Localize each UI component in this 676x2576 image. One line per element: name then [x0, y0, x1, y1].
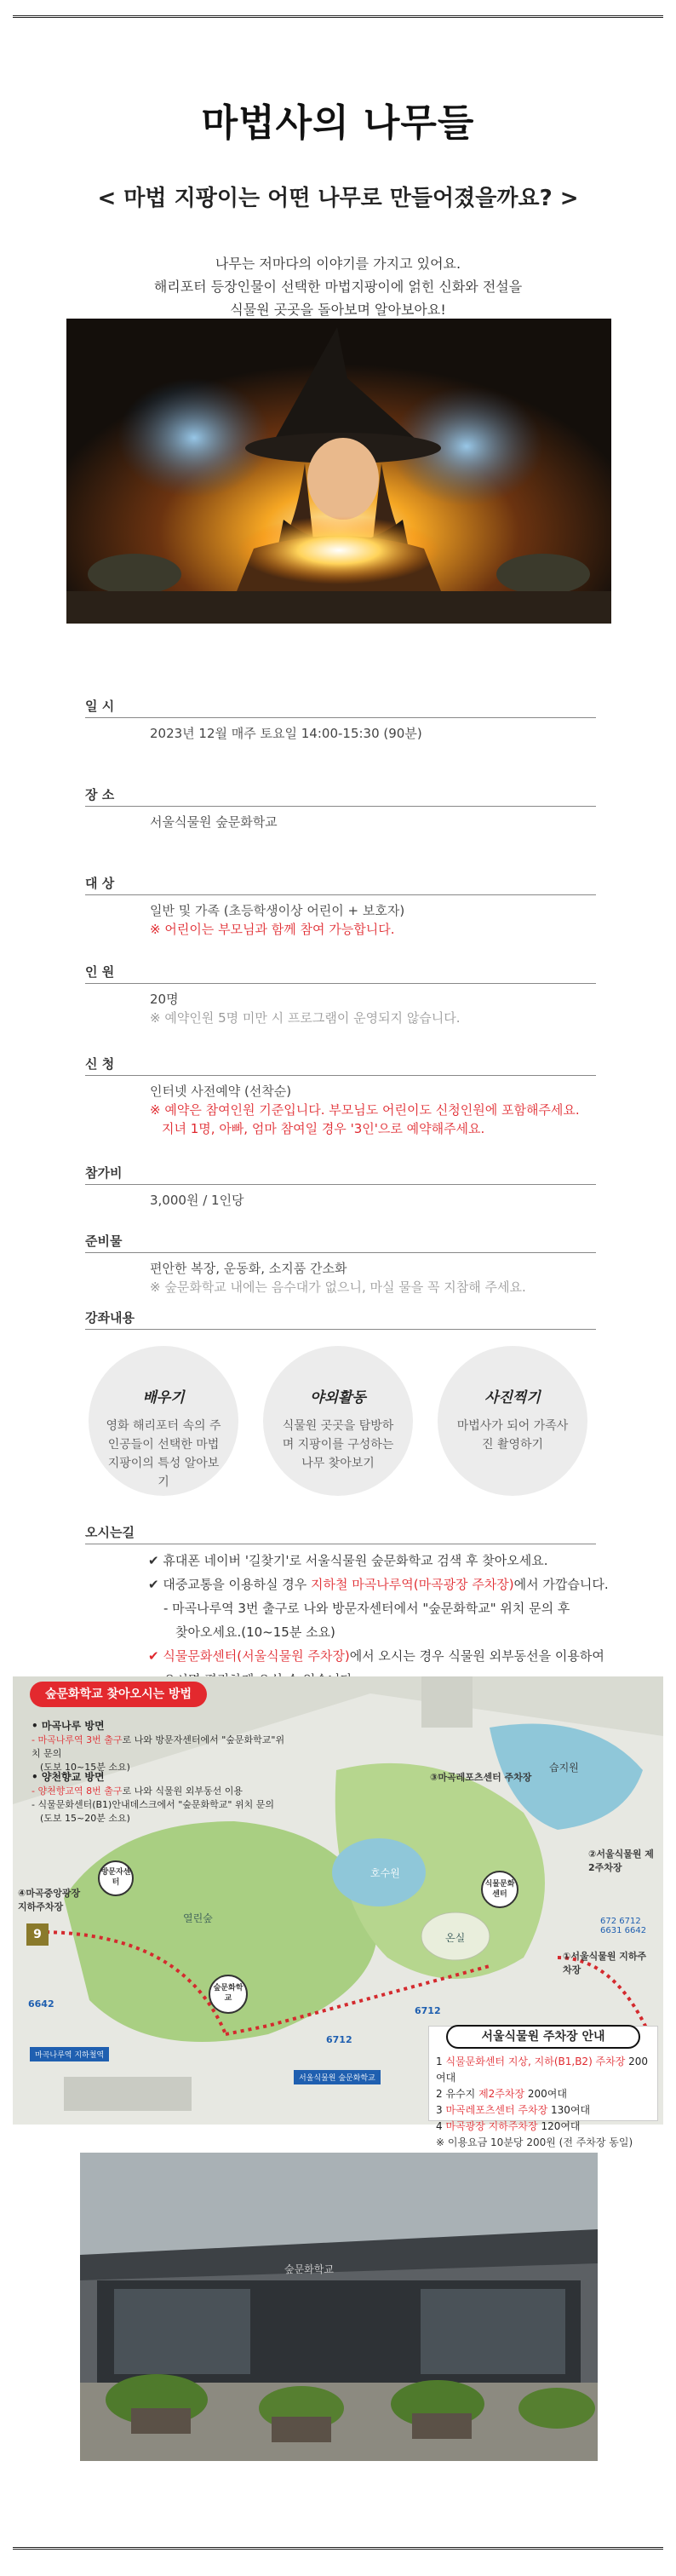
parking-row [429, 2054, 657, 2086]
center-marker: 식물문화센터 [481, 1871, 518, 1908]
route-title: • 마곡나루 방면 [32, 1720, 105, 1732]
parking-number: 4 [436, 2120, 443, 2132]
info-value: 20명 [150, 992, 179, 1007]
bus-number: 6642 [28, 1998, 54, 2010]
location-map [13, 1676, 663, 2148]
divider [85, 1184, 596, 1185]
intro-text [0, 252, 676, 321]
info-note-red: ※ 어린이는 부모님과 함께 참여 가능합니다. [150, 922, 395, 937]
map-route-magok [32, 1719, 287, 1774]
program-title: 사진찍기 [484, 1389, 541, 1406]
check-icon: ✔ [148, 1553, 163, 1568]
school-building-illustration [80, 2153, 598, 2461]
info-note-red: 지녀 1명, 아빠, 엄마 참여일 경우 '3인'으로 예약해주세요. [162, 1121, 485, 1136]
divider [85, 983, 596, 984]
parking-number: 3 [436, 2104, 443, 2116]
page-title: 마법사의 나무들 [201, 101, 475, 145]
bus-stop-label: 서울식물원 숲문화학교 [294, 2070, 381, 2084]
info-label: 일 시 [85, 699, 115, 714]
bus-stop-label: 마곡나루역 지하철역 [30, 2047, 109, 2061]
parking-name: 마곡광장 지하주차장 [445, 2120, 538, 2132]
parking-number: 1 [436, 2056, 443, 2067]
parking-count: 200여대 [436, 2056, 649, 2084]
parking-count: 120여대 [537, 2120, 581, 2132]
route-highlight: - 양천향교역 8번 출구 [32, 1785, 123, 1797]
info-value-group [150, 990, 610, 1027]
parking-name: 제2주차장 [478, 2088, 525, 2100]
bus-number: 6712 [415, 2005, 441, 2016]
page-subtitle: < 마법 지팡이는 어떤 나무로 만들어졌을까요? > [97, 186, 579, 211]
intro-line: 식물원 곳곳을 돌아보며 알아보아요! [230, 302, 446, 318]
info-label: 강좌내용 [85, 1310, 135, 1325]
divider [85, 717, 596, 718]
route-title: • 양천향교 방면 [32, 1771, 105, 1783]
parking-count: 130여대 [547, 2104, 591, 2116]
intro-line: 나무는 저마다의 이야기를 가지고 있어요. [215, 256, 461, 272]
parking-row [429, 2102, 657, 2119]
info-label: 인 원 [85, 964, 115, 980]
direction-text: 대중교통을 이용하실 경우 [163, 1577, 312, 1592]
map-title-pill: 숲문화학교 찾아오시는 방법 [30, 1682, 207, 1707]
divider [85, 1075, 596, 1076]
parking-label-3: ③마곡레포츠센터 주차장 [430, 1772, 532, 1783]
parking-count: 200여대 [524, 2088, 567, 2100]
route-text: 로 나와 방문자센터에서 "숲문화학교"위치 문의 [32, 1734, 285, 1759]
program-card [89, 1346, 238, 1496]
bottom-rule [13, 2547, 663, 2550]
bus-number: 6712 [326, 2034, 352, 2045]
map-route-yangcheon [32, 1770, 287, 1826]
bus-list: 672 6712 6631 6642 [600, 1917, 647, 1935]
info-label: 참가비 [85, 1165, 123, 1181]
parking-name: 마곡레포츠센터 주차장 [445, 2104, 548, 2116]
route-highlight: - 마곡나루역 3번 출구 [32, 1734, 123, 1745]
hero-photo [66, 319, 611, 624]
direction-line [148, 1573, 625, 1596]
route-text: - 식물문화센터(B1)안내데스크에서 "숲문화학교" 위치 문의 [32, 1799, 274, 1810]
parking-row [429, 2119, 657, 2135]
info-note-red: ※ 예약은 참여인원 기준입니다. 부모님도 어린이도 신청인원에 포함해주세요. [150, 1102, 580, 1118]
info-note: ※ 숲문화학교 내에는 음수대가 없으니, 마실 물을 꼭 지참해 주세요. [150, 1279, 526, 1295]
info-label: 신 청 [85, 1056, 115, 1072]
info-label: 준비물 [85, 1233, 123, 1249]
direction-line [148, 1549, 625, 1573]
divider [85, 1252, 596, 1253]
parking-title: 서울식물원 주차장 안내 [446, 2025, 640, 2049]
program-card [438, 1346, 587, 1496]
parking-prefix: 유수지 [445, 2088, 479, 2100]
program-desc: 영화 해리포터 속의 주인공들이 선택한 마법지팡이의 특성 알아보기 [106, 1419, 221, 1489]
school-building-photo [80, 2153, 598, 2461]
visitor-center-marker: 방문자센터 [98, 1860, 134, 1896]
route-text: (도보 15~20분 소요) [40, 1813, 130, 1824]
info-value: 2023년 12월 매주 토요일 14:00-15:30 (90분) [150, 726, 422, 741]
direction-text: 휴대폰 네이버 '길찾기'로 서울식물원 숲문화학교 검색 후 찾아오세요. [163, 1553, 548, 1568]
parking-label-2: ②서울식물원 제2주차장 [588, 1849, 654, 1873]
info-value: 편안한 복장, 운동화, 소지품 간소화 [150, 1261, 347, 1276]
program-desc: 식물원 곳곳을 탐방하며 지팡이를 구성하는 나무 찾아보기 [282, 1419, 394, 1470]
info-value: 일반 및 가족 (초등학생이상 어린이 + 보호자) [150, 903, 405, 918]
direction-line: - 마곡나루역 3번 출구로 나와 방문자센터에서 "숲문화학교" 위치 문의 후 [163, 1601, 570, 1616]
top-rule [13, 15, 663, 19]
info-value: 3,000원 / 1인당 [150, 1193, 244, 1208]
intro-line: 해리포터 등장인물이 선택한 마법지팡이에 얽힌 신화와 전설을 [153, 279, 523, 295]
divider [85, 1329, 596, 1330]
direction-highlight: 지하철 마곡나루역(마곡광장 주차장) [311, 1577, 514, 1592]
school-marker: 숲문화학교 [209, 1975, 248, 2014]
parking-label-1: ①서울식물원 지하주차장 [563, 1951, 647, 1975]
wizard-girl-illustration [66, 319, 611, 624]
info-value-group [150, 1082, 610, 1138]
parking-number: 2 [436, 2088, 443, 2100]
map-label-lake: 습지원 [549, 1762, 579, 1774]
info-label: 장 소 [85, 787, 115, 802]
program-title: 야외활동 [310, 1389, 366, 1406]
info-value-group [150, 1259, 610, 1297]
parking-row [429, 2086, 657, 2102]
divider [85, 894, 596, 895]
info-label: 오시는길 [85, 1525, 135, 1540]
parking-info-box [428, 2026, 658, 2148]
direction-text: 에서 오시는 경우 식물원 외부동선을 이용하여 [349, 1648, 604, 1664]
route-text: 로 나와 식물원 외부동선 이용 [122, 1785, 243, 1797]
check-icon: ✔ [148, 1577, 163, 1592]
program-card [263, 1346, 413, 1496]
direction-line [148, 1644, 625, 1668]
program-desc: 마법사가 되어 가족사진 촬영하기 [456, 1419, 569, 1452]
info-value-group [150, 901, 610, 939]
info-value: 서울식물원 숲문화학교 [150, 814, 278, 830]
building-sign: 숲문화학교 [284, 2263, 334, 2275]
direction-highlight: 식물문화센터(서울식물원 주차장) [163, 1648, 350, 1664]
subway-line-icon: 9 [26, 1923, 49, 1946]
direction-text: 에서 가깝습니다. [513, 1577, 609, 1592]
map-label-garden: 열린숲 [183, 1912, 213, 1924]
info-value: 인터넷 사전예약 (선착순) [150, 1084, 292, 1099]
map-label-greenhouse: 온실 [445, 1932, 466, 1944]
info-label: 대 상 [85, 876, 115, 891]
route-text: (도보 10~15분 소요) [40, 1762, 130, 1773]
parking-label-4: ④마곡중앙광장 지하주차장 [18, 1888, 81, 1912]
parking-note: ※ 이용요금 10분당 200원 (전 주차장 동일) [436, 2136, 633, 2148]
program-title: 배우기 [142, 1389, 185, 1406]
divider [85, 806, 596, 807]
map-label-lake2: 호수원 [370, 1867, 400, 1879]
direction-line: 찾아오세요.(10~15분 소요) [175, 1624, 335, 1640]
info-note: ※ 예약인원 5명 미만 시 프로그램이 운영되지 않습니다. [150, 1010, 461, 1026]
check-icon: ✔ [148, 1648, 163, 1664]
parking-name: 식물문화센터 지상, 지하(B1,B2) 주차장 [445, 2056, 626, 2067]
